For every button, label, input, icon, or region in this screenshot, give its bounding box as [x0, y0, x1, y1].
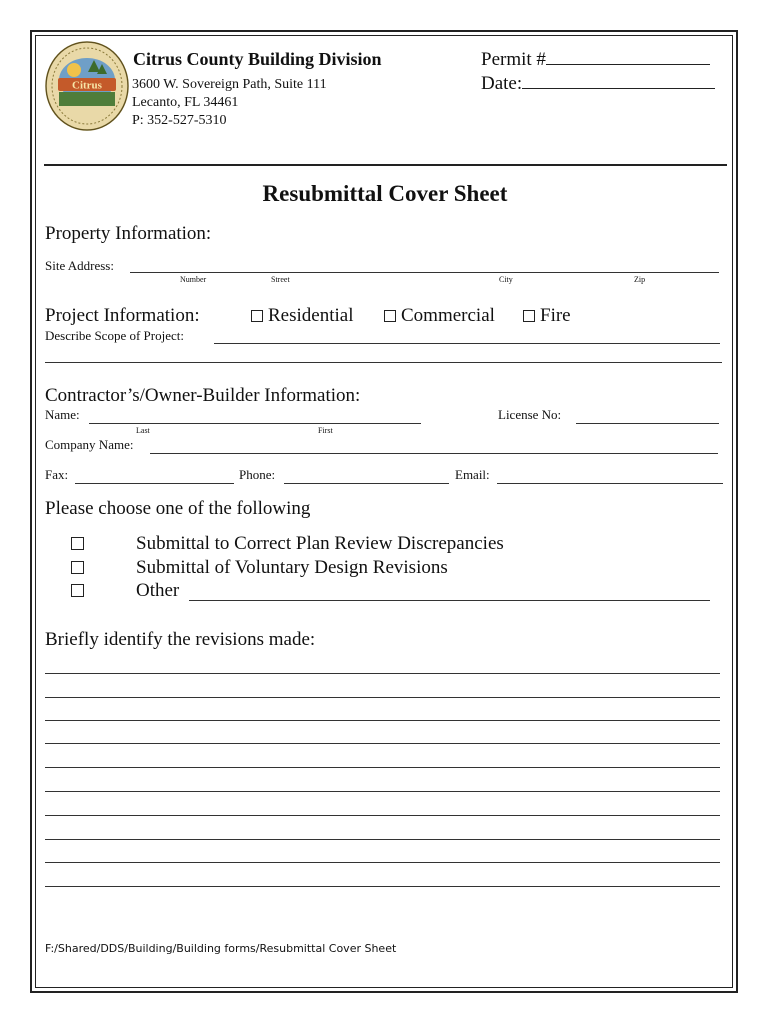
page-title: Resubmittal Cover Sheet — [262, 181, 508, 206]
license-label: License No: — [498, 407, 562, 422]
permit-field[interactable] — [481, 49, 710, 71]
org-name: Citrus County Building Division — [133, 49, 382, 69]
sub-city: City — [499, 275, 513, 284]
permit-label: Permit # — [481, 49, 546, 70]
name-line[interactable] — [89, 423, 421, 424]
sub-number: Number — [180, 275, 207, 284]
revisions-heading: Briefly identify the revisions made: — [45, 629, 316, 650]
choice-label-correct: Submittal to Correct Plan Review Discrepancies — [136, 533, 504, 554]
scope-line-1[interactable] — [214, 343, 720, 344]
company-line[interactable] — [150, 453, 718, 454]
project-heading: Project Information: — [45, 305, 200, 326]
header-divider — [44, 164, 727, 166]
contractor-heading: Contractor’s/Owner-Builder Information: — [45, 385, 361, 406]
permit-input-line[interactable] — [546, 49, 710, 65]
revision-line[interactable] — [45, 862, 720, 863]
fax-line[interactable] — [75, 483, 234, 484]
site-address-line[interactable] — [130, 272, 719, 273]
choice-checkbox-other[interactable] — [71, 584, 84, 597]
choice-checkbox-correct[interactable] — [71, 537, 84, 550]
name-label: Name: — [45, 407, 80, 422]
revision-line[interactable] — [45, 720, 720, 721]
revision-line[interactable] — [45, 886, 720, 887]
fire-label: Fire — [540, 305, 571, 326]
address-line2: Lecanto, FL 34461 — [132, 95, 239, 110]
scope-line-2[interactable] — [45, 362, 722, 363]
residential-label: Residential — [268, 305, 354, 326]
sub-last: Last — [136, 426, 150, 435]
revision-line[interactable] — [45, 791, 720, 792]
commercial-checkbox[interactable] — [384, 310, 396, 322]
phone-number: P: 352-527-5310 — [132, 113, 227, 128]
phone-label: Phone: — [239, 467, 276, 482]
svg-text:Citrus: Citrus — [72, 79, 102, 92]
company-label: Company Name: — [45, 437, 134, 452]
sub-first: First — [318, 426, 333, 435]
fax-label: Fax: — [45, 467, 69, 482]
footer-file-path: F:/Shared/DDS/Building/Building forms/Resubmittal Cover Sheet — [45, 942, 397, 955]
revision-line[interactable] — [45, 767, 720, 768]
revision-line[interactable] — [45, 839, 720, 840]
choice-checkbox-voluntary[interactable] — [71, 561, 84, 574]
revision-line[interactable] — [45, 743, 720, 744]
date-label: Date: — [481, 73, 523, 94]
date-input-line[interactable] — [522, 73, 715, 89]
email-line[interactable] — [497, 483, 723, 484]
phone-line[interactable] — [284, 483, 449, 484]
option-commercial[interactable] — [384, 305, 495, 327]
county-seal-logo — [44, 40, 130, 132]
email-label: Email: — [455, 467, 490, 482]
commercial-label: Commercial — [401, 305, 495, 326]
revision-line[interactable] — [45, 815, 720, 816]
property-heading: Property Information: — [45, 223, 212, 244]
choose-heading: Please choose one of the following — [45, 498, 311, 519]
date-field[interactable] — [481, 73, 715, 95]
choice-label-voluntary: Submittal of Voluntary Design Revisions — [136, 557, 448, 578]
sub-zip: Zip — [634, 275, 646, 284]
residential-checkbox[interactable] — [251, 310, 263, 322]
choice-label-other: Other — [136, 580, 180, 601]
fire-checkbox[interactable] — [523, 310, 535, 322]
sub-street: Street — [271, 275, 290, 284]
option-fire[interactable] — [523, 305, 571, 327]
revision-line[interactable] — [45, 697, 720, 698]
license-line[interactable] — [576, 423, 719, 424]
revision-line[interactable] — [45, 673, 720, 674]
scope-label: Describe Scope of Project: — [45, 328, 184, 343]
site-address-label: Site Address: — [45, 258, 114, 273]
address-line1: 3600 W. Sovereign Path, Suite 111 — [132, 77, 327, 92]
other-line[interactable] — [189, 600, 710, 601]
option-residential[interactable] — [251, 305, 353, 327]
